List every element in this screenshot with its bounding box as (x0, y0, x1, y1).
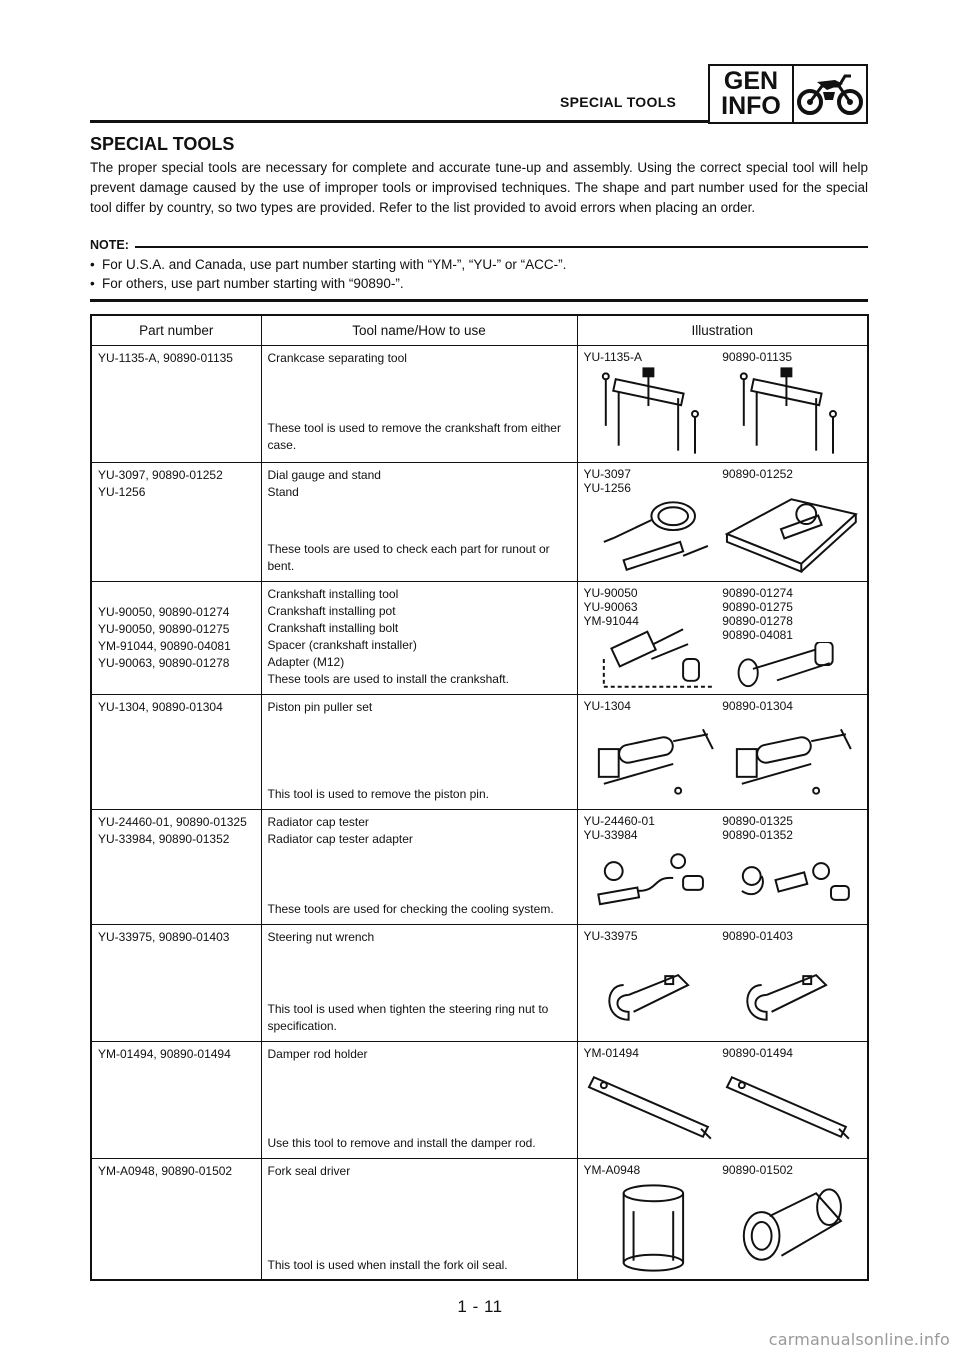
illustration-label: 90890-01403 (722, 928, 793, 943)
piston-pin-puller-icon (722, 713, 861, 805)
footer-url[interactable]: carmanualsonline.info (768, 1330, 950, 1349)
tool-cell (261, 345, 577, 462)
part-number: YM-91044, 90890-04081 (98, 638, 231, 653)
illustration-label: 90890-01274 90890-01275 90890-01278 90890-04081 (722, 585, 793, 642)
tool-cell (261, 924, 577, 1041)
part-number: YU-33975, 90890-01403 (98, 929, 230, 944)
tool-usage: This tool is used to remove the piston pin. (267, 786, 489, 801)
part-number-cell (91, 1041, 261, 1158)
tool-cell (261, 462, 577, 581)
part-number: YU-1304, 90890-01304 (98, 699, 223, 714)
part-number: YU-33984, 90890-01352 (98, 831, 230, 846)
part-number: YU-1135-A, 90890-01135 (98, 350, 233, 365)
tool-cell (261, 694, 577, 809)
tool-name: Radiator cap tester (267, 814, 369, 829)
illustration-cell (577, 345, 868, 462)
part-number-cell (91, 694, 261, 809)
tool-name: Fork seal driver (267, 1163, 351, 1178)
tool-name: Stand (267, 484, 299, 499)
tool-usage: These tools are used to install the crankshaft. (267, 671, 509, 686)
illustration-label: YU-90050 YU-90063 YM-91044 (583, 585, 639, 628)
tool-cell (261, 1041, 577, 1158)
note-bottom-rule (90, 299, 868, 302)
illustration-cell (577, 462, 868, 581)
table-header-row (91, 315, 868, 345)
illustration-cell (577, 1041, 868, 1158)
note-item: • For others, use part number starting with “90890-”. (90, 274, 868, 293)
illustration-cell (577, 694, 868, 809)
tool-usage: These tools are used for checking the cooling system. (267, 901, 554, 916)
tool-name: Crankshaft installing bolt (267, 620, 399, 635)
illustration-cell (577, 924, 868, 1041)
tool-name: Spacer (crankshaft installer) (267, 637, 417, 652)
table-row (91, 462, 868, 581)
illustration-label: YU-3097 YU-1256 (583, 466, 631, 495)
header-part-number: Part number (91, 315, 261, 345)
part-number: YU-90050, 90890-01274 (98, 604, 230, 619)
piston-pin-puller-icon (584, 713, 723, 805)
dial-gauge-icon (584, 495, 723, 577)
illustration-label: YU-1135-A (583, 349, 642, 364)
note-list (90, 255, 868, 293)
part-number: YU-90050, 90890-01275 (98, 621, 230, 636)
running-header-title: SPECIAL TOOLS (560, 94, 677, 110)
table-row (91, 581, 868, 694)
tool-usage: Use this tool to remove and install the damper rod. (267, 1135, 536, 1150)
illustration-label: YU-33975 (583, 928, 638, 943)
steering-nut-wrench-icon (722, 943, 861, 1037)
note-label: NOTE: (90, 238, 129, 252)
tool-name: Radiator cap tester adapter (267, 831, 413, 846)
gen-info-text (710, 66, 794, 122)
part-number-cell (91, 345, 261, 462)
steering-nut-wrench-icon (584, 943, 723, 1037)
tool-usage: This tool is used when tighten the steering ring nut to specification. (267, 1001, 549, 1033)
part-number: YU-1256 (98, 484, 146, 499)
illustration-label: 90890-01325 90890-01352 (722, 813, 793, 842)
part-number: YU-3097, 90890-01252 (98, 467, 223, 482)
tool-name: Crankcase separating tool (267, 350, 407, 365)
note-box (90, 238, 868, 302)
tool-cell (261, 581, 577, 694)
table-row (91, 1158, 868, 1280)
special-tools-table (90, 314, 869, 1281)
part-number: YU-90063, 90890-01278 (98, 655, 230, 670)
intro-paragraph: The proper special tools are necessary for complete and accurate tune-up and assembly. Using the correct special tool will help prevent damage caused by the use of improper tools or improvised techniques. The shape and part number used for the special tool differ by country, so two types are provided. Refer to the list provided to avoid errors when placing an order. (90, 160, 868, 215)
tool-usage: This tool is used when install the fork oil seal. (267, 1257, 508, 1272)
motorcycle-icon (794, 66, 866, 122)
part-number: YM-01494, 90890-01494 (98, 1046, 231, 1061)
part-number-cell (91, 924, 261, 1041)
part-number-cell (91, 581, 261, 694)
tool-name: Crankshaft installing pot (267, 603, 396, 618)
tool-name: Damper rod holder (267, 1046, 368, 1061)
part-number: YU-24460-01, 90890-01325 (98, 814, 247, 829)
crankshaft-installer-icon (722, 642, 861, 690)
tool-cell (261, 1158, 577, 1280)
illustration-label: 90890-01502 (722, 1162, 793, 1177)
illustration-label: 90890-01304 (722, 698, 793, 713)
note-rule (135, 246, 868, 248)
part-number-cell (91, 809, 261, 924)
crankcase-separating-tool-icon (584, 364, 723, 458)
fork-seal-driver-icon (584, 1177, 723, 1275)
fork-seal-driver-icon (722, 1177, 861, 1275)
note-item: • For U.S.A. and Canada, use part number starting with “YM-”, “YU-” or “ACC-”. (90, 255, 868, 274)
crankshaft-installer-icon (584, 628, 723, 690)
illustration-label: YM-A0948 (583, 1162, 641, 1177)
tool-name: Crankshaft installing tool (267, 586, 399, 601)
dial-gauge-case-icon (722, 481, 861, 577)
illustration-label: YU-24460-01 YU-33984 (583, 813, 655, 842)
table-row (91, 809, 868, 924)
radiator-cap-tester-icon (584, 842, 723, 920)
tool-name: Steering nut wrench (267, 929, 375, 944)
tool-usage: These tools are used to check each part for runout or bent. (267, 541, 550, 573)
table-row (91, 1041, 868, 1158)
damper-rod-holder-icon (584, 1060, 723, 1154)
part-number-cell (91, 1158, 261, 1280)
part-number: YM-A0948, 90890-01502 (98, 1163, 233, 1178)
tool-cell (261, 809, 577, 924)
part-number-cell (91, 462, 261, 581)
table-row (91, 345, 868, 462)
radiator-cap-tester-icon (722, 842, 861, 920)
info-label: INFO (721, 92, 781, 120)
crankcase-separating-tool-icon (722, 364, 861, 458)
illustration-label: 90890-01135 (722, 349, 793, 364)
tool-name: Dial gauge and stand (267, 467, 381, 482)
illustration-label: 90890-01494 (722, 1045, 793, 1060)
table-row (91, 924, 868, 1041)
illustration-label: YM-01494 (583, 1045, 639, 1060)
header-tool-name: Tool name/How to use (261, 315, 577, 345)
illustration-label: 90890-01252 (722, 466, 793, 481)
tool-name: Adapter (M12) (267, 654, 345, 669)
section-title: SPECIAL TOOLS (90, 134, 235, 154)
illustration-cell (577, 1158, 868, 1280)
header-rule (90, 120, 710, 123)
illustration-cell (577, 581, 868, 694)
page-number: 1 - 11 (457, 1297, 503, 1316)
damper-rod-holder-icon (722, 1060, 861, 1154)
tool-name: Piston pin puller set (267, 699, 373, 714)
illustration-cell (577, 809, 868, 924)
gen-label: GEN (723, 67, 779, 95)
header-illustration: Illustration (577, 315, 868, 345)
tool-usage: These tool is used to remove the crankshaft from either case. (267, 420, 561, 452)
gen-info-badge (708, 64, 868, 124)
illustration-label: YU-1304 (583, 698, 631, 713)
table-row (91, 694, 868, 809)
